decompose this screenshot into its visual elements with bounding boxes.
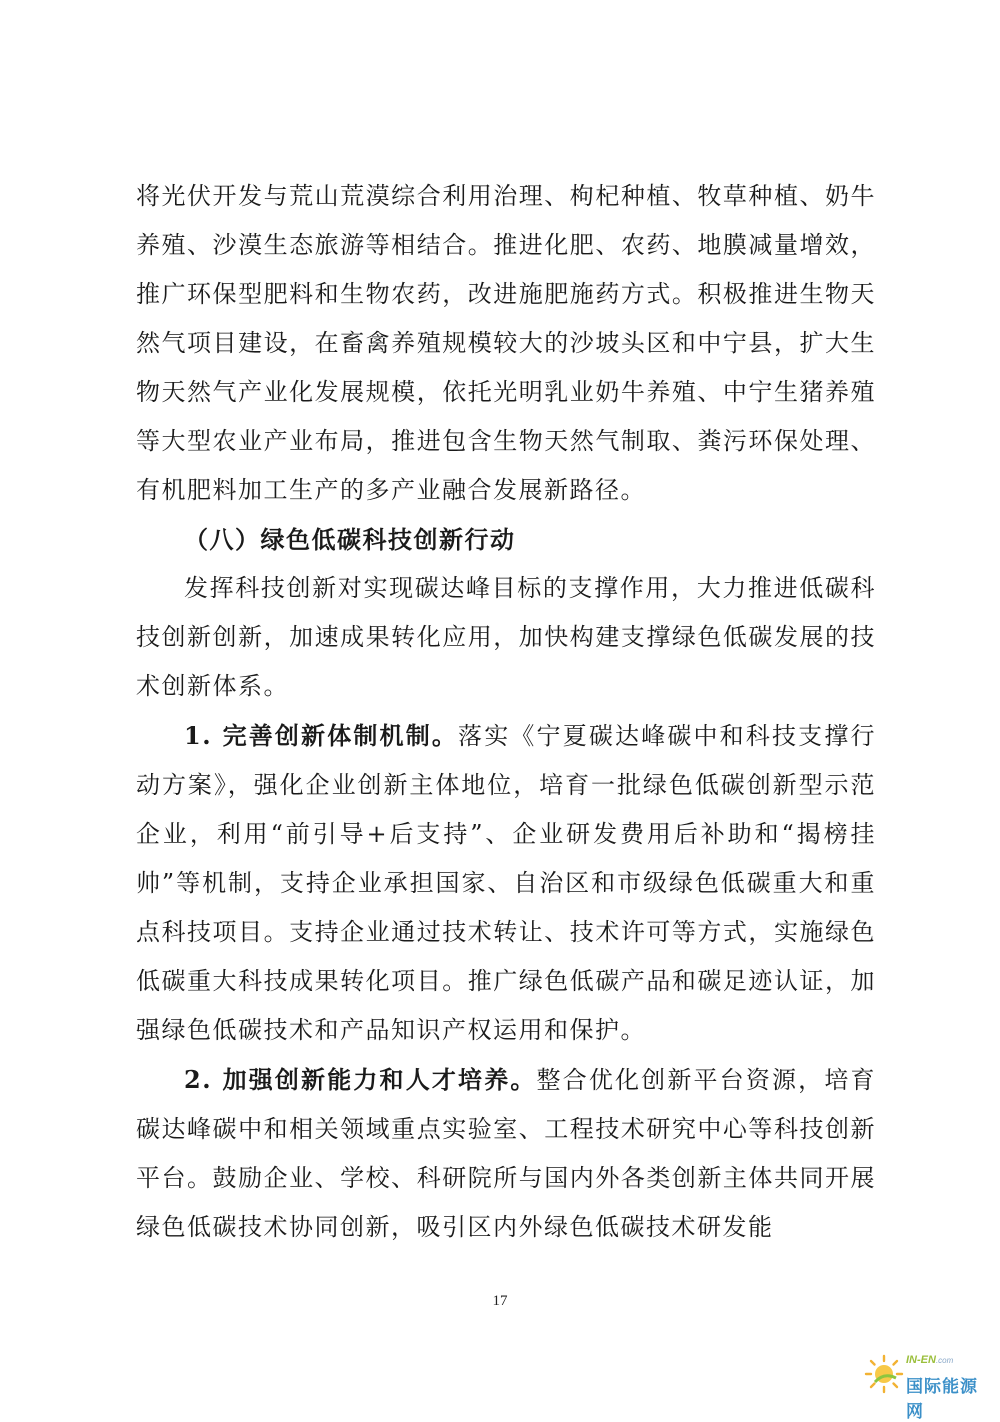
page-number: 17 xyxy=(492,1293,508,1309)
item-2-title: 2. 加强创新能力和人才培养。 xyxy=(184,1065,537,1094)
watermark-latin: IN-EN.com xyxy=(906,1354,954,1366)
item-1 xyxy=(136,711,876,1055)
item-2 xyxy=(136,1055,876,1252)
item-1-body: 落实《宁夏碳达峰碳中和科技支撑行动方案》，强化企业创新主体地位，培育一批绿色低碳创新型示范企业，利用“前引导+后支持”、企业研发费用后补助和“揭榜挂帅”等机制，支持企业承担国家、自治区和市级绿色低碳重大和重点科技项目。支持企业通过技术转让、技术许可等方式，实施绿色低碳重大科技成果转化项目。推广绿色低碳产品和碳足迹认证，加强绿色低碳技术和产品知识产权运用和保护。 xyxy=(136,722,876,1044)
paragraph-continued: 将光伏开发与荒山荒漠综合利用治理、枸杞种植、牧草种植、奶牛养殖、沙漠生态旅游等相结合。推进化肥、农药、地膜减量增效，推广环保型肥料和生物农药，改进施肥施药方式。积极推进生物天然气项目建设，在畜禽养殖规模较大的沙坡头区和中宁县，扩大生物天然气产业化发展规模，依托光明乳业奶牛养殖、中宁生猪养殖等大型农业产业布局，推进包含生物天然气制取、粪污环保处理、有机肥料加工生产的多产业融合发展新路径。 xyxy=(136,182,876,504)
sun-logo-icon xyxy=(862,1352,906,1396)
document-body xyxy=(136,172,876,1252)
section-heading: （八）绿色低碳科技创新行动 xyxy=(184,525,516,554)
watermark-chinese: 国际能源网 xyxy=(906,1377,978,1422)
watermark-logo xyxy=(862,1348,992,1422)
item-2-body: 整合优化创新平台资源，培育碳达峰碳中和相关领域重点实验室、工程技术研究中心等科技创新平台。鼓励企业、学校、科研院所与国内外各类创新主体共同开展绿色低碳技术协同创新，吸引区内外绿色低碳技术研发能 xyxy=(136,1066,876,1241)
item-1-title: 1. 完善创新体制机制。 xyxy=(184,721,459,750)
section-intro: 发挥科技创新对实现碳达峰目标的支撑作用，大力推进低碳科技创新创新，加速成果转化应用，加快构建支撑绿色低碳发展的技术创新体系。 xyxy=(136,574,876,700)
